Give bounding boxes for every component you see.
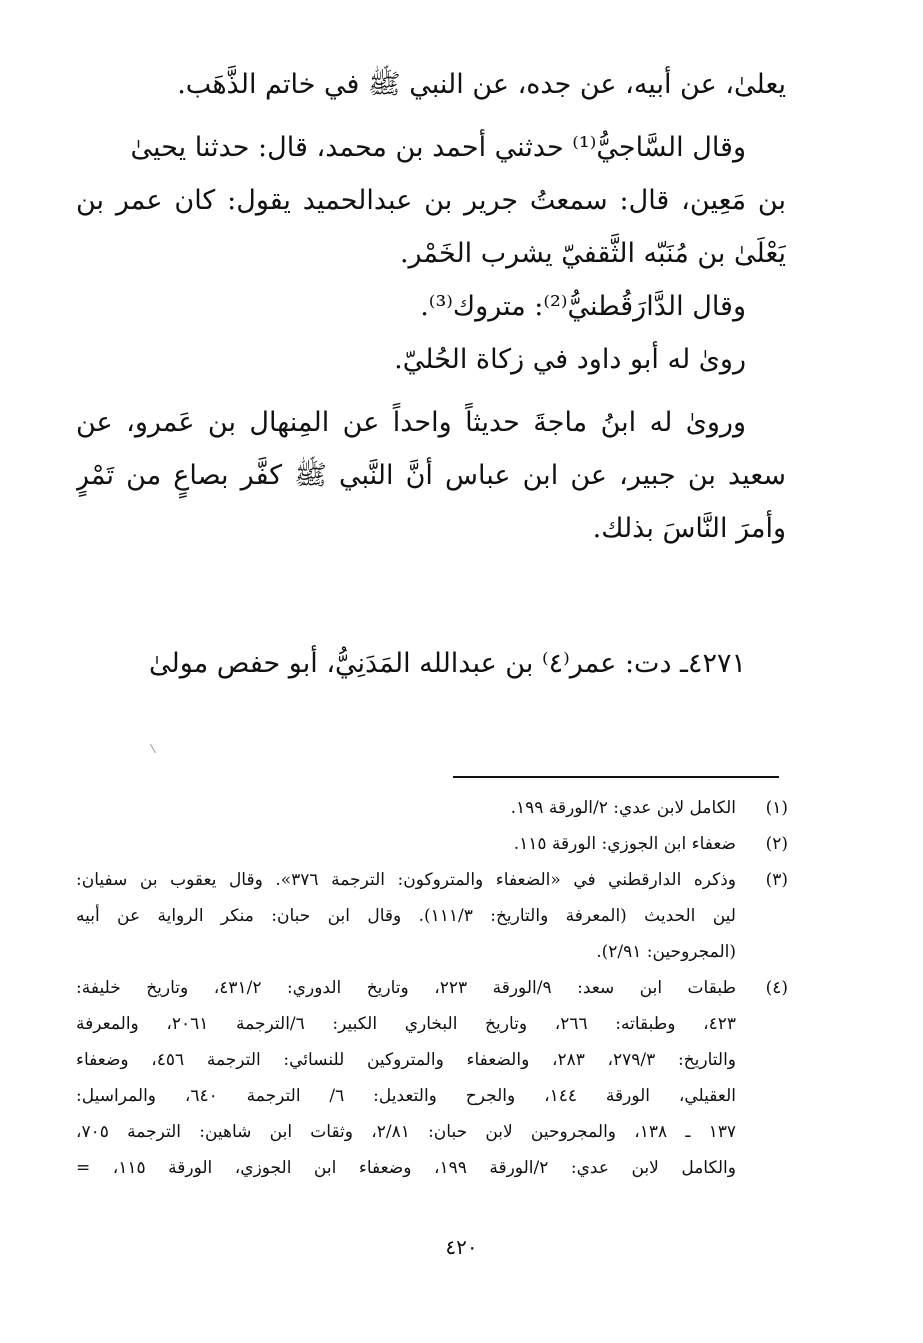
body-line: سعيد بن جبير، عن ابن عباس أنَّ النَّبي ﷺ كفَّر بصاعٍ من تَمْرٍ — [76, 460, 786, 491]
footnote-line: وذكره الدارقطني في «الضعفاء والمتروكون: الترجمة ٣٧٦». وقال يعقوب بن سفيان: — [76, 870, 736, 890]
body-line: روىٰ له أبو داود في زكاة الحُليّ. — [394, 344, 746, 375]
footnote-line: طبقات ابن سعد: ٩/الورقة ٢٢٣، وتاريخ الدوري: ٤٣١/٢، وتاريخ خليفة: — [76, 978, 736, 998]
footnote-line: ٤٢٣، وطبقاته: ٢٦٦، وتاريخ البخاري الكبير: ٦/الترجمة ٢٠٦١، والمعرفة — [76, 1014, 736, 1034]
body-line: وأمرَ النَّاسَ بذلك. — [592, 513, 786, 544]
footnote-line: (المجروحين: ٢/٩١). — [596, 942, 736, 962]
body-line: وقال السَّاجيُّ⁽¹⁾ حدثني أحمد بن محمد، قال: حدثنا يحيىٰ — [130, 132, 746, 163]
footnote-line: ١٣٧ ـ ١٣٨، والمجروحين لابن حبان: ٢/٨١، وثقات ابن شاهين: الترجمة ٧٠٥، — [76, 1122, 736, 1142]
footnotes — [76, 790, 788, 1186]
footnote — [76, 862, 788, 970]
footnote-number: (٤) — [765, 978, 788, 998]
footnote-line: والكامل لابن عدي: ٢/الورقة ١٩٩، وضعفاء ابن الجوزي، الورقة ١١٥، = — [76, 1158, 736, 1178]
footnote — [76, 970, 788, 1186]
footnote-line: ضعفاء ابن الجوزي: الورقة ١١٥. — [513, 834, 736, 854]
entry-heading-text: ٤٢٧١ـ دت: عمر⁽٤⁾ بن عبدالله المَدَنِيُّ، أبو حفص مولىٰ — [149, 648, 746, 679]
footnote-line: العقيلي، الورقة ١٤٤، والجرح والتعديل: ٦/ الترجمة ٦٤٠، والمراسيل: — [76, 1086, 736, 1106]
page-number: ٤٢٠ — [445, 1235, 478, 1259]
footnote-separator — [453, 776, 779, 778]
footnote — [76, 790, 788, 826]
footnote-number: (١) — [765, 798, 788, 818]
entry-heading — [76, 637, 786, 690]
scan-speck — [150, 741, 161, 753]
main-text — [76, 58, 786, 555]
body-line: وقال الدَّارَقُطنيُّ⁽²⁾: متروك⁽³⁾. — [420, 291, 746, 322]
footnote — [76, 826, 788, 862]
footnote-line: لين الحديث (المعرفة والتاريخ: ١١١/٣). وقال ابن حبان: منكر الرواية عن أبيه — [76, 906, 736, 926]
footnote-number: (٣) — [765, 870, 788, 890]
body-line: يَعْلَىٰ بن مُنَبّه الثَّقفيّ يشرب الخَمْر. — [399, 238, 786, 269]
body-line: يعلىٰ، عن أبيه، عن جده، عن النبي ﷺ في خاتم الذَّهَب. — [177, 69, 786, 100]
footnote-line: الكامل لابن عدي: ٢/الورقة ١٩٩. — [510, 798, 736, 818]
footnote-number: (٢) — [765, 834, 788, 854]
body-line: وروىٰ له ابنُ ماجةَ حديثاً واحداً عن المِنهال بن عَمرو، عن — [76, 407, 746, 438]
body-line: بن مَعِين، قال: سمعتُ جرير بن عبدالحميد يقول: كان عمر بن — [76, 185, 786, 216]
footnote-line: والتاريخ: ٢٧٩/٣، ٢٨٣، والضعفاء والمتروكين للنسائي: الترجمة ٤٥٦، وضعفاء — [76, 1050, 736, 1070]
